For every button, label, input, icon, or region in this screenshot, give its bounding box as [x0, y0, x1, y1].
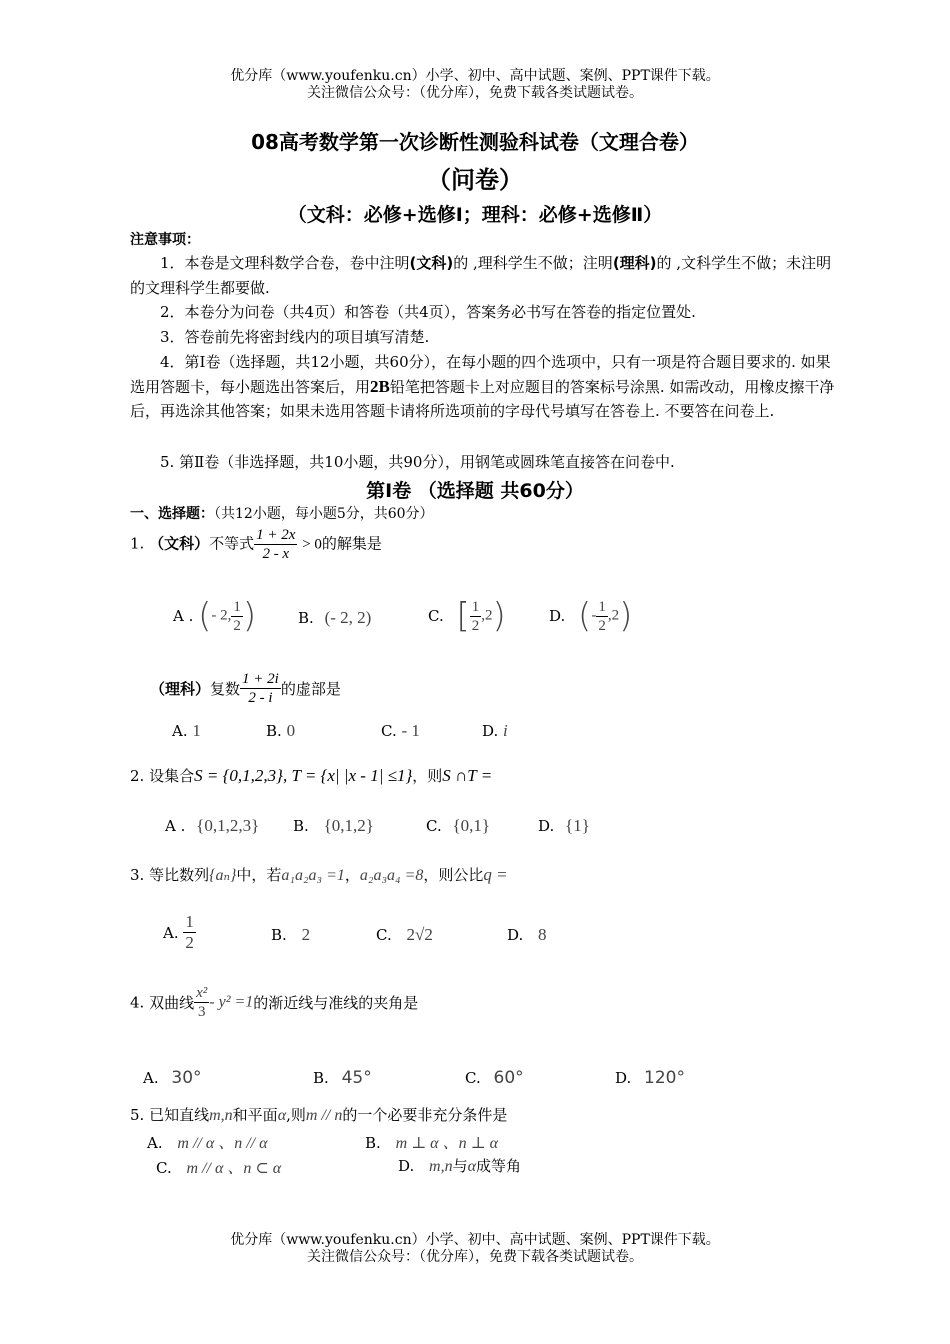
q1-stem [130, 526, 382, 563]
footer-line-2: 关注微信公众号：（优分库），免费下载各类试题试卷。 [307, 1249, 643, 1265]
q3-ratio: q = [483, 865, 508, 884]
q2-expr: S ∩T = [442, 766, 493, 785]
note-4-text-b: 铅笔把答题卡上对应题目的答案标号涂黑. 如需改动，用橡皮擦干净后，再选涂其他答案；如果未选用答题卡请将所选项前的字母代号填写在答卷上. 不要答在问卷上. [130, 377, 835, 420]
q3-stem-b: 中，若 [236, 866, 282, 884]
note-4 [130, 350, 835, 424]
q5-d-lines: m,n [429, 1158, 453, 1175]
q5-stem [130, 1104, 507, 1125]
q1-a-num: 1 [233, 598, 241, 615]
q1-d-label: D. [549, 607, 566, 625]
q4-stem-b: - y² =1 [209, 993, 254, 1011]
q2-a-label: A . [165, 817, 186, 835]
exam-title: 08高考数学第一次诊断性测验科试卷（文理合卷） [251, 130, 699, 154]
note-2: 2．本卷分为问卷（共4页）和答卷（共4页），答案务必书写在答卷的指定位置处. [160, 303, 696, 321]
q2-option-d[interactable] [538, 816, 590, 836]
q3-cond-1: a₁a₂a₃ =1 [281, 867, 345, 884]
q5-option-c[interactable] [156, 1155, 281, 1178]
section-1-label: 一、选择题： [130, 506, 214, 522]
q3-sep: ， [344, 866, 360, 884]
q2-b-value: {0,1,2} [323, 816, 374, 835]
q2-number: 2. [130, 767, 145, 785]
q2-stem [130, 765, 492, 786]
q4-stem-a: 双曲线 [149, 994, 195, 1012]
q1-li-c-label: C. [381, 722, 397, 740]
exam-scope: （文科：必修+选修Ⅰ；理科：必修+选修Ⅱ） [287, 204, 663, 226]
q5-stem-c: ,则 [286, 1106, 306, 1124]
note-1-li: (理科) [612, 254, 657, 272]
q4-c-value: 60° [493, 1068, 524, 1088]
q2-option-b[interactable] [293, 816, 374, 836]
q3-d-label: D. [507, 926, 524, 944]
q1-a-label: A . [173, 607, 194, 625]
q3-b-label: B. [271, 926, 287, 944]
q2-stem-a: 设集合 [149, 767, 195, 785]
q5-option-b[interactable] [365, 1130, 498, 1153]
q5-c-value: m // α 、n ⊂ α [186, 1160, 282, 1177]
header-line-2: 关注微信公众号：（优分库），免费下载各类试题试卷。 [307, 85, 643, 101]
q4-stem [130, 984, 418, 1021]
q3-a-label: A. [163, 923, 179, 942]
q5-d-with: 与 [452, 1157, 468, 1175]
q3-option-a[interactable] [163, 912, 196, 954]
q3-number: 3. [130, 866, 145, 884]
note-1-text-c: 的 ,文科学生不做；未注明的文理科学生都要做. [130, 254, 832, 297]
q1-b-label: B. [298, 609, 314, 627]
q2-c-label: C. [426, 817, 442, 835]
q5-stem-b: 和平面 [232, 1106, 278, 1124]
q1-stem-c: 的解集是 [321, 534, 382, 553]
q4-option-c[interactable] [465, 1068, 524, 1088]
footer-line-1: 优分库（www.youfenku.cn）小学、初中、高中试题、案例、PPT课件下载。 [230, 1232, 720, 1248]
q4-a-value: 30° [171, 1068, 202, 1088]
q5-c-label: C. [156, 1159, 172, 1177]
q3-c-value: 2√2 [406, 925, 433, 944]
q1-c-num: 1 [471, 598, 480, 615]
q3-b-value: 2 [301, 925, 311, 944]
q3-option-d[interactable] [507, 925, 547, 945]
q1-d-frac [596, 598, 608, 635]
q4-frac-num: x² [196, 985, 208, 1001]
q1-li-d-label: D. [482, 722, 499, 740]
q1-li-b-label: B. [266, 722, 282, 740]
q4-number: 4. [130, 993, 145, 1012]
q1-li-a-value: 1 [192, 721, 201, 740]
q1-option-c[interactable]: C. [ $\frac{1}{2}$ ,2) [428, 596, 506, 636]
q3-a-num: 1 [183, 912, 196, 933]
q1-stem-a: 不等式 [209, 534, 255, 553]
q1-tag-li: （理科） [150, 680, 211, 698]
header-line-1: 优分库（www.youfenku.cn）小学、初中、高中试题、案例、PPT课件下载。 [230, 68, 720, 84]
q5-b-value: m ⊥ α 、n ⊥ α [395, 1135, 499, 1152]
q2-b-label: B. [293, 817, 309, 835]
q2-d-value: {1} [565, 816, 590, 835]
q1-li-frac-den: 2 - i [248, 690, 273, 706]
q1-a-den: 2 [233, 617, 241, 634]
q3-option-b[interactable] [271, 925, 310, 945]
q1-c-v2: ,2 [481, 607, 493, 624]
q4-fraction [194, 984, 209, 1021]
q3-cond-2: a₂a₃a₄ =8 [359, 867, 424, 884]
q2-c-value: {0,1} [452, 816, 491, 835]
section-1-info: （共12小题，每小题5分，共60分） [214, 506, 434, 522]
q1-option-d[interactable]: D. (- $\frac{1}{2}$ ,2) [549, 596, 633, 636]
note-3: 3．答卷前先将密封线内的项目填写清楚. [160, 328, 430, 346]
q3-a-frac [183, 912, 196, 954]
q1-d-v2: ,2 [607, 607, 620, 624]
q1-a-v1: - 2, [211, 607, 232, 624]
q2-set-s: S = {0,1,2,3} [194, 766, 283, 785]
q5-number: 5. [130, 1106, 145, 1124]
q1-c-frac [470, 598, 482, 635]
q4-option-b[interactable] [313, 1068, 372, 1088]
q1-li-stem [150, 670, 341, 707]
q1-li-option-c[interactable] [381, 721, 420, 741]
note-1-wen: (文科) [409, 254, 454, 272]
q1-li-fraction [240, 670, 281, 707]
q1-li-d-value: i [503, 721, 508, 740]
q2-a-value: {0,1,2,3} [196, 816, 260, 835]
q1-tag-wen: （文科） [149, 534, 210, 553]
q1-li-stem-b: 的虚部是 [280, 680, 341, 698]
note-1 [130, 251, 835, 300]
q1-d-num: 1 [598, 598, 606, 615]
q1-option-a[interactable]: A . (- 2, $\frac{1}{2}$ ) [173, 596, 257, 636]
q3-option-c[interactable] [376, 925, 433, 945]
notes-heading: 注意事项： [130, 232, 200, 248]
q1-c-den: 2 [471, 617, 480, 634]
section-1-title: 第Ⅰ卷 （选择题 共60分） [366, 480, 584, 502]
section-1-heading [130, 503, 434, 523]
q1-b-value: (- 2, 2) [324, 608, 372, 627]
q4-d-value: 120° [644, 1068, 685, 1088]
q3-a-den: 2 [185, 933, 194, 953]
q5-b-label: B. [365, 1134, 381, 1152]
q4-c-label: C. [465, 1069, 481, 1087]
q3-sequence: {aₙ} [209, 867, 237, 884]
q1-fraction [254, 526, 297, 563]
q1-li-frac-num: 1 + 2i [242, 671, 279, 687]
q5-d-plane: α [467, 1158, 477, 1175]
q3-c-label: C. [376, 926, 392, 944]
q1-d-v1: - [591, 607, 597, 624]
q1-li-option-b[interactable] [266, 721, 295, 741]
q5-a-label: A. [147, 1134, 163, 1152]
note-4-2b: 2B [370, 376, 390, 396]
q1-a-frac [231, 598, 243, 635]
q5-stem-d: 的一个必要非充分条件是 [342, 1106, 508, 1124]
q3-stem [130, 864, 508, 885]
note-4-text-a: 4．第Ⅰ卷（选择题，共12小题，共60分），在每小题的四个选项中，只有一项是符合题目要求的. 如果选用答题卡，每小题选出答案后，用 [130, 353, 831, 396]
q4-option-a[interactable] [143, 1068, 202, 1088]
q3-d-value: 8 [538, 925, 547, 944]
note-5: 5. 第Ⅱ卷（非选择题，共10小题，共90分），用钢笔或圆珠笔直接答在问卷中. [160, 453, 675, 471]
q1-li-c-value: - 1 [401, 721, 420, 740]
note-1-text-b: 的 ,理科学生不做；注明 [453, 254, 613, 272]
q1-c-label: C. [428, 607, 444, 625]
q4-d-label: D. [615, 1069, 632, 1087]
q2-d-label: D. [538, 817, 555, 835]
q1-d-den: 2 [598, 617, 606, 634]
q2-option-c[interactable] [426, 816, 490, 836]
q3-stem-a: 等比数列 [149, 866, 210, 884]
q1-li-option-a[interactable] [172, 721, 201, 741]
q1-frac-den: 2 - x [262, 546, 290, 562]
q1-option-b[interactable] [298, 608, 371, 628]
q3-stem-c: ，则公比 [423, 866, 484, 884]
q1-li-a-label: A. [172, 722, 188, 740]
q5-option-a[interactable] [147, 1130, 268, 1153]
q1-li-b-value: 0 [286, 721, 296, 740]
q4-a-label: A. [143, 1069, 159, 1087]
q1-li-option-d[interactable] [482, 721, 508, 741]
q5-stem-a: 已知直线 [149, 1106, 210, 1124]
exam-subtitle: （问卷） [427, 166, 523, 194]
q5-option-d[interactable] [398, 1155, 521, 1176]
q4-stem-c: 的渐近线与准线的夹角是 [253, 994, 419, 1012]
q5-d-label: D. [398, 1157, 415, 1175]
q5-d-text: 成等角 [476, 1157, 522, 1175]
q2-option-a[interactable] [165, 816, 259, 836]
q4-b-value: 45° [341, 1068, 372, 1088]
q5-relation: m // n [305, 1107, 343, 1124]
q4-frac-den: 3 [197, 1004, 206, 1020]
q1-stem-b: > 0 [302, 536, 322, 553]
q1-li-stem-a: 复数 [210, 680, 241, 698]
q2-stem-b: ，则 [412, 767, 443, 785]
q5-lines: m,n [209, 1107, 233, 1124]
q1-number: 1. [130, 534, 145, 553]
note-1-text-a: 1．本卷是文理科数学合卷，卷中注明 [160, 254, 410, 272]
q5-a-value: m // α 、n // α [177, 1135, 268, 1152]
q5-plane: α [277, 1107, 287, 1124]
q4-b-label: B. [313, 1069, 329, 1087]
q1-frac-num: 1 + 2x [256, 527, 296, 543]
q2-set-t: , T = {x| |x - 1| ≤1} [282, 766, 413, 785]
q4-option-d[interactable] [615, 1068, 685, 1088]
